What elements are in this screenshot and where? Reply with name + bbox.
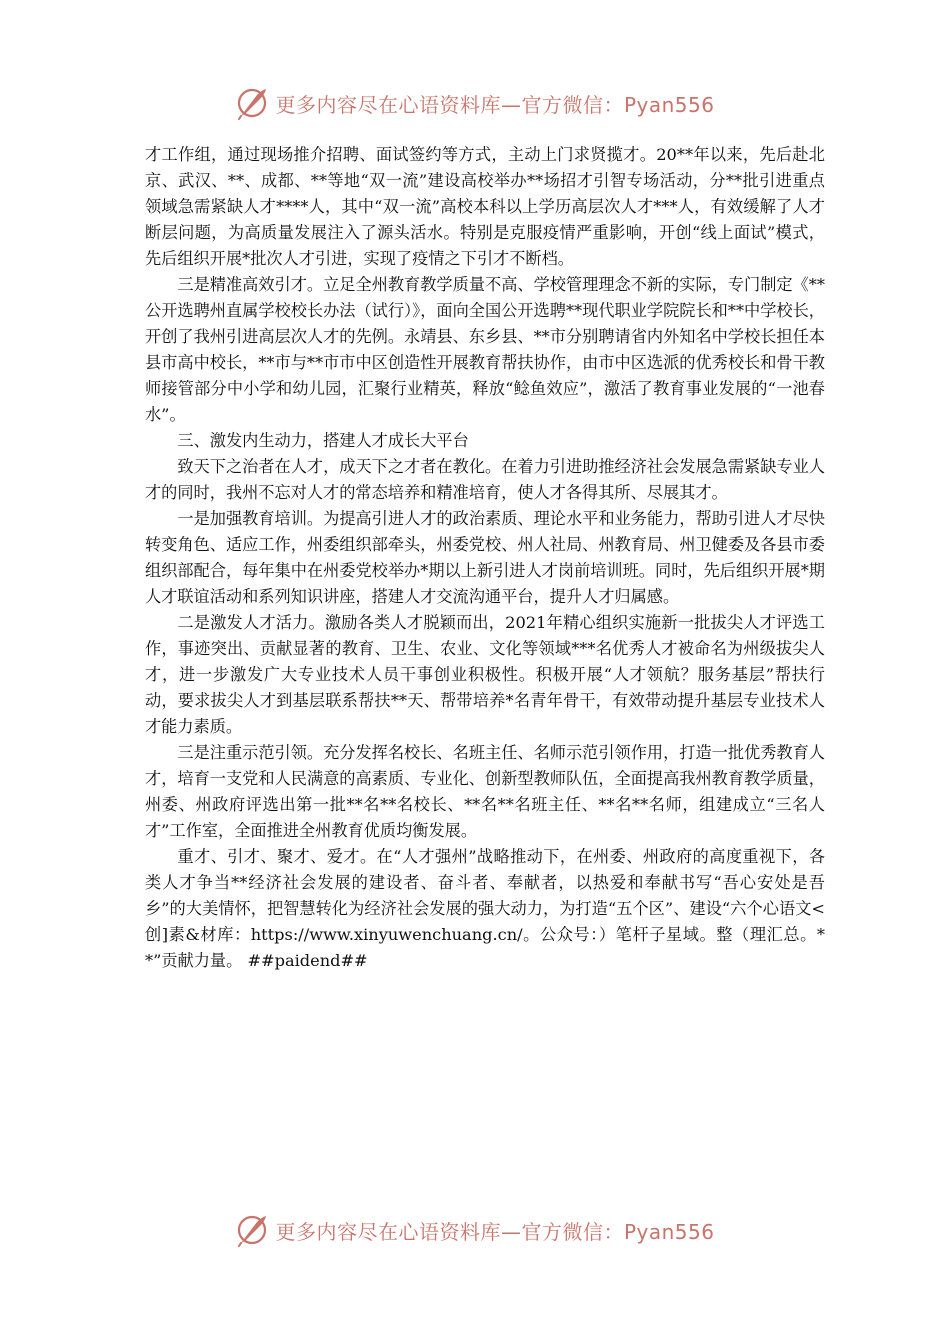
paragraph-precise-recruitment: 三是精准高效引才。立足全州教育教学质量不高、学校管理理念不新的实际，专门制定《**公开选聘州直属学校校长办法（试行）》，面向全国公开选聘**现代职业学院院长和**中学校长，开创了我州引进高层次人才的先例。永靖县、东乡县、**市分别聘请省内外知名中学校长担任本县市高中校长，**市与**市市中区创造性开展教育帮扶协作，由市中区选派的优秀校长和骨干教师接管部分中小学和幼儿园，汇聚行业精英，释放“鲶鱼效应”，激活了教育事业发展的“一池春水”。 <box>145 275 825 424</box>
header-banner <box>0 83 950 123</box>
quill-pen-icon <box>235 86 269 120</box>
header-banner-text: 更多内容尽在心语资料库—官方微信：Pyan556 <box>275 92 715 117</box>
paragraph-conclusion: 重才、引才、聚才、爱才。在“人才强州”战略推动下，在州委、州政府的高度重视下，各类人才争当**经济社会发展的建设者、奋斗者、奉献者，以热爱和奉献书写“吾心安处是吾乡”的大美情怀，把智慧转化为经济社会发展的强大动力，为打造“五个区”、建设“六个心语文<创]素&材库：https://www.xinyuwenchuang.cn/。公众号：）笔杆子星域。整（理汇总。**”贡献力量。 ##paidend## <box>145 847 825 970</box>
section-heading-three: 三、激发内生动力，搭建人才成长大平台 <box>177 431 469 450</box>
paragraph-intro-cultivation: 致天下之治者在人才，成天下之才者在教化。在着力引进助推经济社会发展急需紧缺专业人才的同时，我州不忘对人才的常态培养和精准培育，使人才各得其所、尽展其才。 <box>145 457 825 502</box>
paragraph-talent-vitality: 二是激发人才活力。激励各类人才脱颖而出，2021年精心组织实施新一批拔尖人才评选工作，事迹突出、贡献显著的教育、卫生、农业、文化等领域***名优秀人才被命名为州级拔尖人才，进一步激发广大专业技术人员干事创业积极性。积极开展“人才领航？服务基层”帮扶行动，要求拔尖人才到基层联系帮扶**天、帮带培养*名青年骨干，有效带动提升基层专业技术人才能力素质。 <box>145 613 825 736</box>
footer-banner <box>0 1210 950 1250</box>
paragraph-demonstration: 三是注重示范引领。充分发挥名校长、名班主任、名师示范引领作用，打造一批优秀教育人才，培育一支党和人民满意的高素质、专业化、创新型教师队伍，全面提高我州教育教学质量，州委、州政府评选出第一批**名**名校长、**名**名班主任、**名**名师，组建成立“三名人才”工作室，全面推进全州教育优质均衡发展。 <box>145 743 825 840</box>
paragraph-training: 一是加强教育培训。为提高引进人才的政治素质、理论水平和业务能力，帮助引进人才尽快转变角色、适应工作，州委组织部牵头，州委党校、州人社局、州教育局、州卫健委及各县市委组织部配合，每年集中在州委党校举办*期以上新引进人才岗前培训班。同时，先后组织开展*期人才联谊活动和系列知识讲座，搭建人才交流沟通平台，提升人才归属感。 <box>145 509 825 606</box>
paragraph-continuation: 才工作组，通过现场推介招聘、面试签约等方式，主动上门求贤揽才。20**年以来，先后赴北京、武汉、**、成都、**等地“双一流”建设高校举办**场招才引智专场活动，分**批引进重点领域急需紧缺人才****人，其中“双一流”高校本科以上学历高层次人才***人，有效缓解了人才断层问题，为高质量发展注入了源头活水。特别是克服疫情严重影响，开创“线上面试”模式，先后组织开展*批次人才引进，实现了疫情之下引才不断档。 <box>145 145 825 268</box>
document-body <box>145 142 825 974</box>
footer-banner-text: 更多内容尽在心语资料库—官方微信：Pyan556 <box>275 1219 715 1244</box>
quill-pen-icon <box>235 1213 269 1247</box>
